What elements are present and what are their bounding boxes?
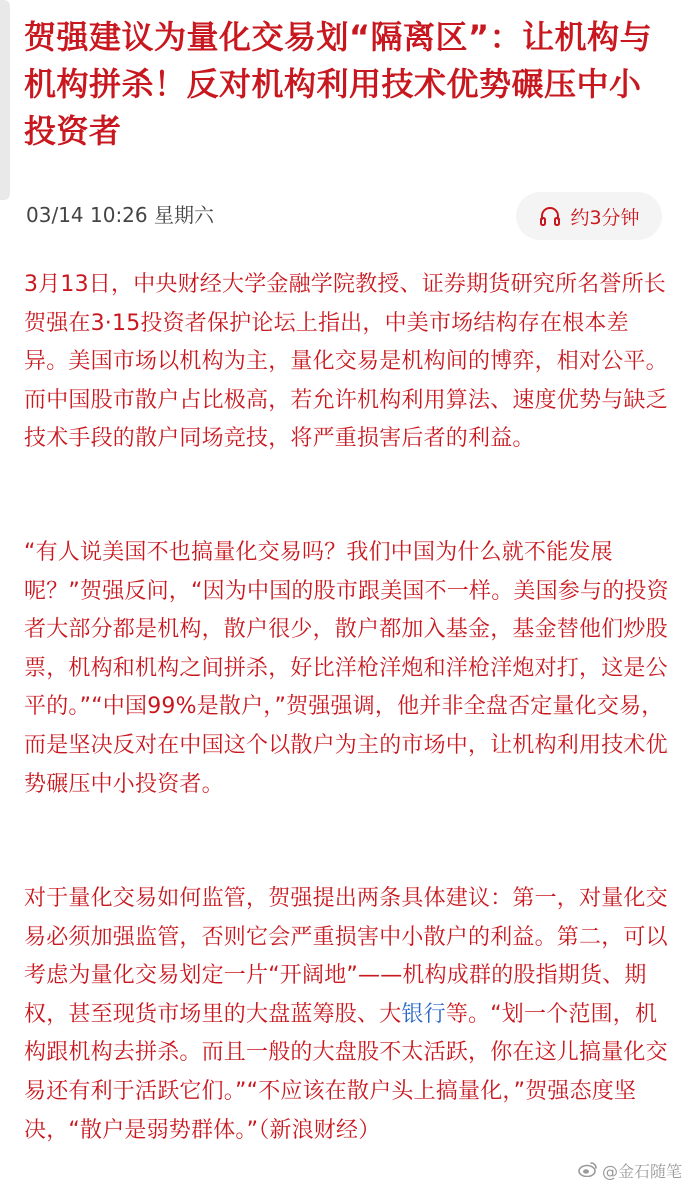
- listen-read-time-button[interactable]: [516, 192, 662, 240]
- article-paragraph-3: [24, 880, 672, 1150]
- weibo-logo-icon: [578, 1161, 598, 1181]
- paragraph-3-text-end: 等。“划一个范围，机构跟机构去拼杀。而且一般的大盘股不太活跃，你在这儿搞量化交易还有利于活跃它们。”“不应该在散户头上搞量化，”贺强态度坚决，“散户是弱势群体。”（新浪财经）: [24, 1001, 668, 1143]
- article-paragraph-2: “有人说美国不也搞量化交易吗？我们中国为什么就不能发展呢？”贺强反问，“因为中国的股市跟美国不一样。美国参与的投资者大部分都是机构，散户很少，散户都加入基金，基金替他们炒股票，机构和机构之间拼杀，好比洋枪洋炮和洋枪洋炮对打，这是公平的。”“中国99%是散户，”贺强强调，他并非全盘否定量化交易，而是坚决反对在中国这个以散户为主的市场中，让机构利用技术优势碾压中小投资者。: [24, 540, 669, 797]
- article-paragraph-1: 3月13日，中央财经大学金融学院教授、证券期货研究所名誉所长贺强在3·15投资者保护论坛上指出，中美市场结构存在根本差异。美国市场以机构为主，量化交易是机构间的博弈，相对公平。而中国股市散户占比极高，若允许机构利用算法、速度优势与缺乏技术手段的散户同场竞技，将严重损害后者的利益。: [24, 272, 668, 452]
- read-time-label: 约3分钟: [570, 206, 640, 229]
- edge-scroll-indicator: [0, 0, 10, 200]
- paragraph-3-text-start: 对于量化交易如何监管，贺强提出两条具体建议：第一，对量化交易必须加强监管，否则它会严重损害中小散户的利益。第二，可以考虑为量化交易划定一片“开阔地”——机构成群的股指期货、期权，甚至现货市场里的大盘蓝筹股、大: [24, 886, 668, 1027]
- bank-stock-link[interactable]: 银行: [401, 1001, 446, 1027]
- publish-datetime: 03/14 10:26 星期六: [26, 203, 214, 227]
- article-title: 贺强建议为量化交易划“隔离区”：让机构与机构拼杀！反对机构利用技术优势碾压中小投资者: [24, 18, 653, 150]
- author-watermark: [578, 1159, 682, 1182]
- watermark-text: @金石随笔: [601, 1162, 682, 1181]
- headphones-icon: [538, 204, 562, 228]
